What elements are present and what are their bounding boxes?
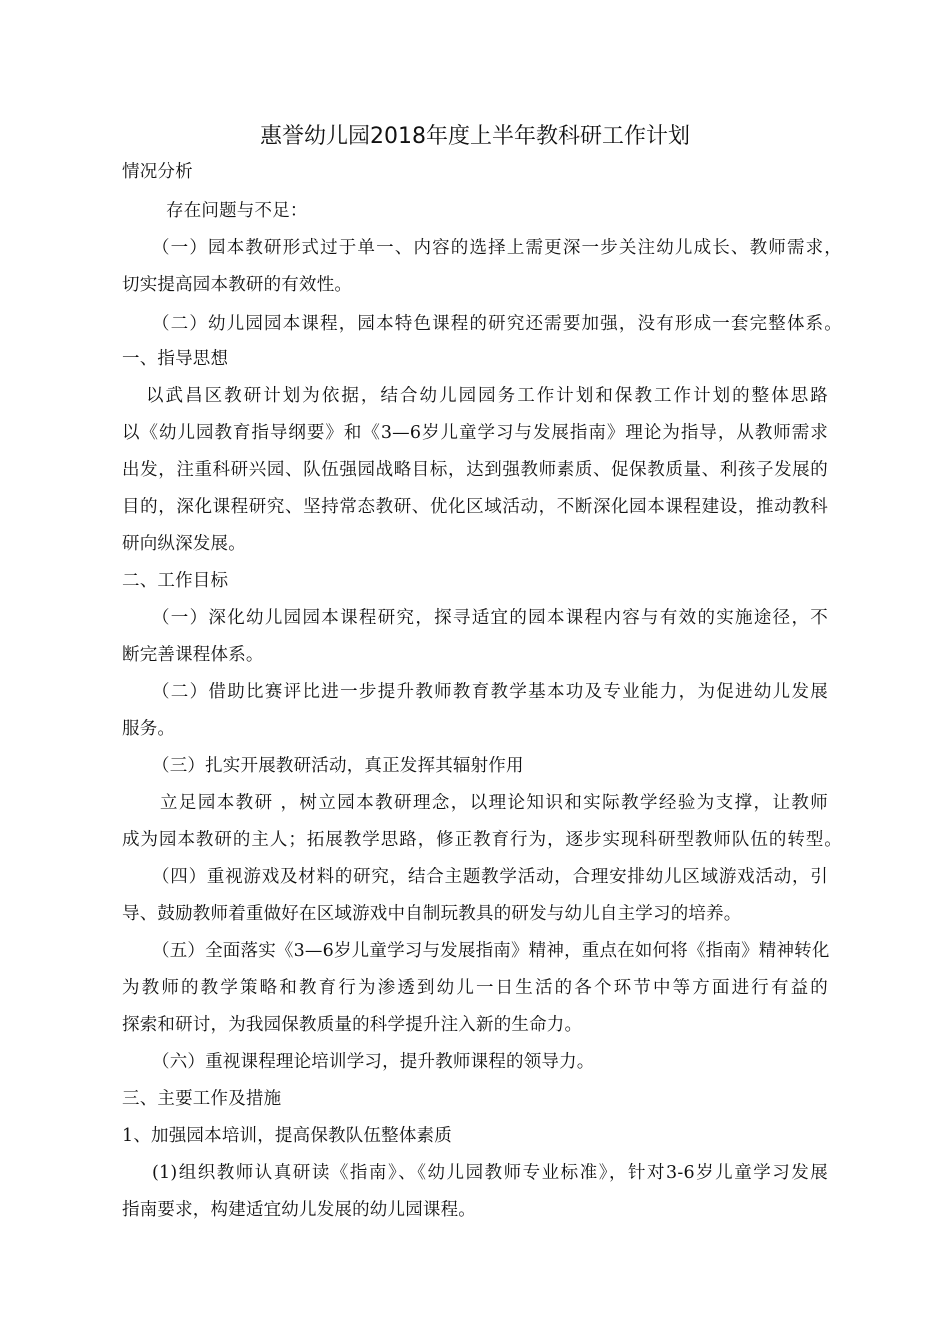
- paragraph-line: 存在问题与不足：: [166, 201, 308, 221]
- paragraph-line: 以《幼儿园教育指导纲要》和《3—6岁儿童学习与发展指南》理论为指导，从教师需求: [122, 423, 828, 443]
- paragraph-line: 服务。: [122, 719, 176, 739]
- paragraph-line: （二）幼儿园园本课程，园本特色课程的研究还需要加强，没有形成一套完整体系。: [152, 314, 842, 334]
- subheading-training: 1、加强园本培训，提高保教队伍整体素质: [122, 1126, 452, 1146]
- paragraph-line: （六）重视课程理论培训学习，提升教师课程的领导力。: [152, 1052, 595, 1072]
- heading-situation-analysis: 情况分析: [122, 162, 193, 182]
- document-title: 惠誉幼儿园2018年度上半年教科研工作计划: [260, 124, 690, 149]
- paragraph-line: 以武昌区教研计划为依据，结合幼儿园园务工作计划和保教工作计划的整体思路: [146, 386, 828, 406]
- heading-main-work: 三、主要工作及措施: [122, 1089, 282, 1109]
- paragraph-line: 探索和研讨，为我园保教质量的科学提升注入新的生命力。: [122, 1015, 583, 1035]
- heading-work-goals: 二、工作目标: [122, 571, 229, 591]
- paragraph-line: （五）全面落实《3—6岁儿童学习与发展指南》精神，重点在如何将《指南》精神转化: [152, 941, 830, 961]
- paragraph-line: （一）深化幼儿园园本课程研究，探寻适宜的园本课程内容与有效的实施途径，不: [152, 608, 828, 628]
- paragraph-line: （二）借助比赛评比进一步提升教师教育教学基本功及专业能力，为促进幼儿发展: [152, 682, 828, 702]
- paragraph-line: 成为园本教研的主人；拓展教学思路，修正教育行为，逐步实现科研型教师队伍的转型。: [122, 830, 842, 850]
- paragraph-line: 研向纵深发展。: [122, 534, 246, 554]
- paragraph-line: 导、鼓励教师着重做好在区域游戏中自制玩教具的研发与幼儿自主学习的培养。: [122, 904, 742, 924]
- paragraph-line: 断完善课程体系。: [122, 645, 264, 665]
- paragraph-line: 立足园本教研 ，树立园本教研理念，以理论知识和实际教学经验为支撑，让教师: [160, 793, 828, 813]
- heading-guiding-ideology: 一、指导思想: [122, 349, 229, 369]
- paragraph-line: （三）扎实开展教研活动，真正发挥其辐射作用: [152, 756, 524, 776]
- paragraph-line: （四）重视游戏及材料的研究，结合主题教学活动，合理安排幼儿区域游戏活动，引: [152, 867, 828, 887]
- paragraph-line: 切实提高园本教研的有效性。: [122, 275, 353, 295]
- paragraph-line: （一）园本教研形式过于单一、内容的选择上需更深一步关注幼儿成长、教师需求，: [152, 238, 842, 258]
- paragraph-line: 出发，注重科研兴园、队伍强园战略目标，达到强教师素质、促保教质量、利孩子发展的: [122, 460, 828, 480]
- paragraph-line: (1)组织教师认真研读《指南》、《幼儿园教师专业标准》，针对3-6岁儿童学习发展: [152, 1163, 828, 1183]
- paragraph-line: 为教师的教学策略和教育行为渗透到幼儿一日生活的各个环节中等方面进行有益的: [122, 978, 828, 998]
- paragraph-line: 目的，深化课程研究、坚持常态教研、优化区域活动，不断深化园本课程建设，推动教科: [122, 497, 828, 517]
- paragraph-line: 指南要求，构建适宜幼儿发展的幼儿园课程。: [122, 1200, 476, 1220]
